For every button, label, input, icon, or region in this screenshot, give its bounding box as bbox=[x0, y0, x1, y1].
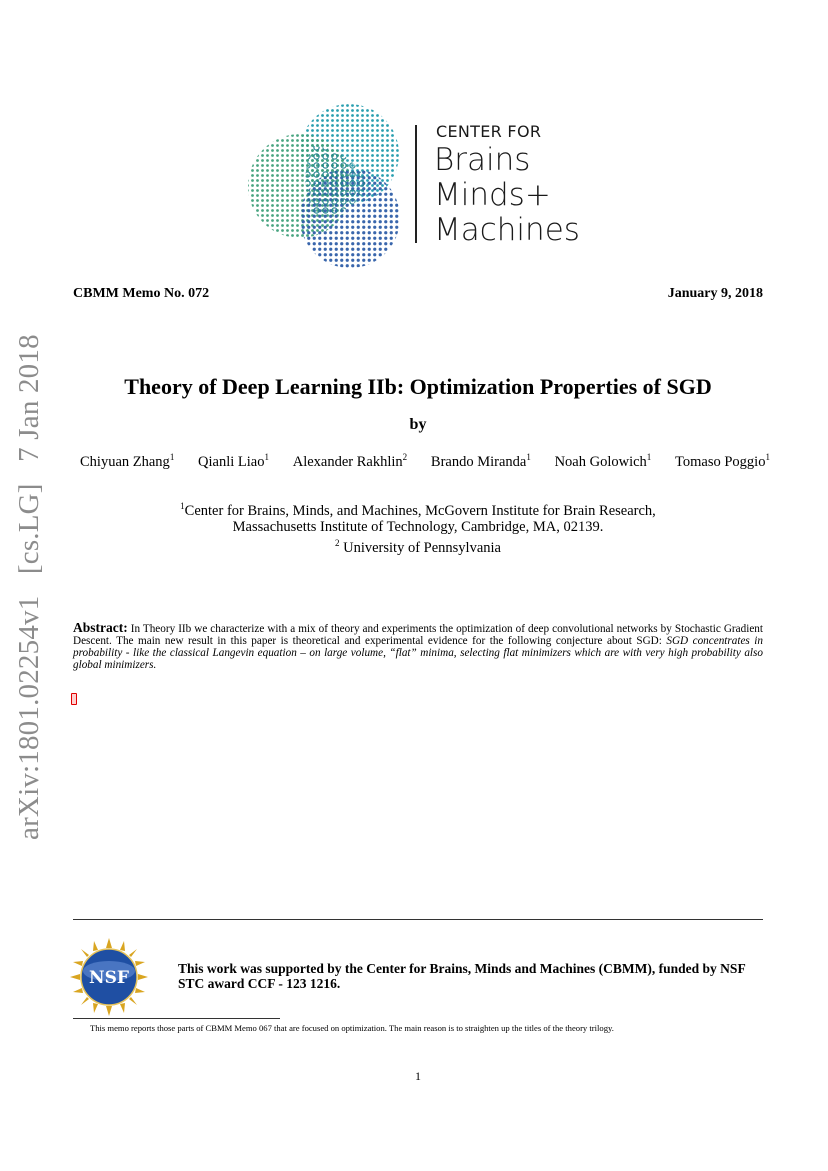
affiliation-1-line1: $^1$Center for Brains, Minds, and Machines, McGovern Institute for Brain Research, bbox=[180, 501, 656, 519]
arxiv-date: 7 Jan 2018 bbox=[13, 334, 45, 462]
author: Alexander Rakhlin$^2$ bbox=[292, 452, 408, 470]
author: Brando Miranda$^1$ bbox=[430, 452, 531, 470]
author: Chiyuan Zhang$^1$ bbox=[80, 452, 175, 470]
abstract bbox=[73, 622, 763, 671]
by-line: by bbox=[409, 416, 427, 433]
author: Noah Golowich$^1$ bbox=[554, 452, 652, 470]
affiliations bbox=[0, 498, 828, 556]
author: Qianli Liao$^1$ bbox=[198, 452, 269, 470]
abstract-label: Abstract: bbox=[73, 620, 128, 635]
funding-statement: This work was supported by the Center for Brains, Minds and Machines (CBMM), funded by NSF STC award CCF - 123 1216. bbox=[178, 961, 746, 991]
logo-text-brains: Brains bbox=[434, 142, 531, 178]
affiliation-2: $^2$ University of Pennsylvania bbox=[335, 537, 501, 556]
affiliation-1-line2: Massachusetts Institute of Technology, Cambridge, MA, 02139. bbox=[232, 518, 604, 535]
annotation-marker bbox=[71, 693, 77, 705]
author: Tomaso Poggio$^1$ bbox=[675, 452, 770, 470]
logo-text-minds: Minds+ bbox=[434, 177, 551, 213]
logo-text-machines: Machines bbox=[434, 212, 580, 248]
page-number: 1 bbox=[415, 1069, 421, 1083]
arxiv-category: [cs.LG] bbox=[13, 483, 45, 575]
nsf-logo bbox=[70, 938, 148, 1016]
abstract-conjecture: SGD concentrates in probability - like the classical Langevin equation – on large volume, “flat” minima, selecting flat minimizers which are with very high probability also global minimizers. bbox=[73, 635, 763, 671]
arxiv-id: arXiv:1801.02254v1 bbox=[13, 595, 45, 840]
logo-text-center-for: CENTER FOR bbox=[436, 122, 542, 141]
footnote-rule bbox=[73, 1018, 280, 1019]
svg-text:NSF: NSF bbox=[89, 968, 129, 988]
paper-title: Theory of Deep Learning IIb: Optimization Properties of SGD bbox=[124, 374, 712, 399]
cbmm-logo-graphic bbox=[240, 98, 410, 270]
section-divider bbox=[73, 919, 763, 920]
abstract-text: In Theory IIb we characterize with a mix of theory and experiments the optimization of deep convolutional networks by Stochastic Gradient Descent. The main new result in this paper is theoretical and experimental evidence for the following conjecture about SGD: bbox=[73, 623, 763, 647]
logo-divider bbox=[415, 125, 417, 243]
memo-date: January 9, 2018 bbox=[667, 286, 763, 301]
footnote: This memo reports those parts of CBMM Memo 067 that are focused on optimization. The main reason is to straighten up the titles of the theory trilogy. bbox=[90, 1023, 614, 1033]
author-list bbox=[80, 452, 770, 471]
memo-number: CBMM Memo No. 072 bbox=[73, 286, 210, 301]
